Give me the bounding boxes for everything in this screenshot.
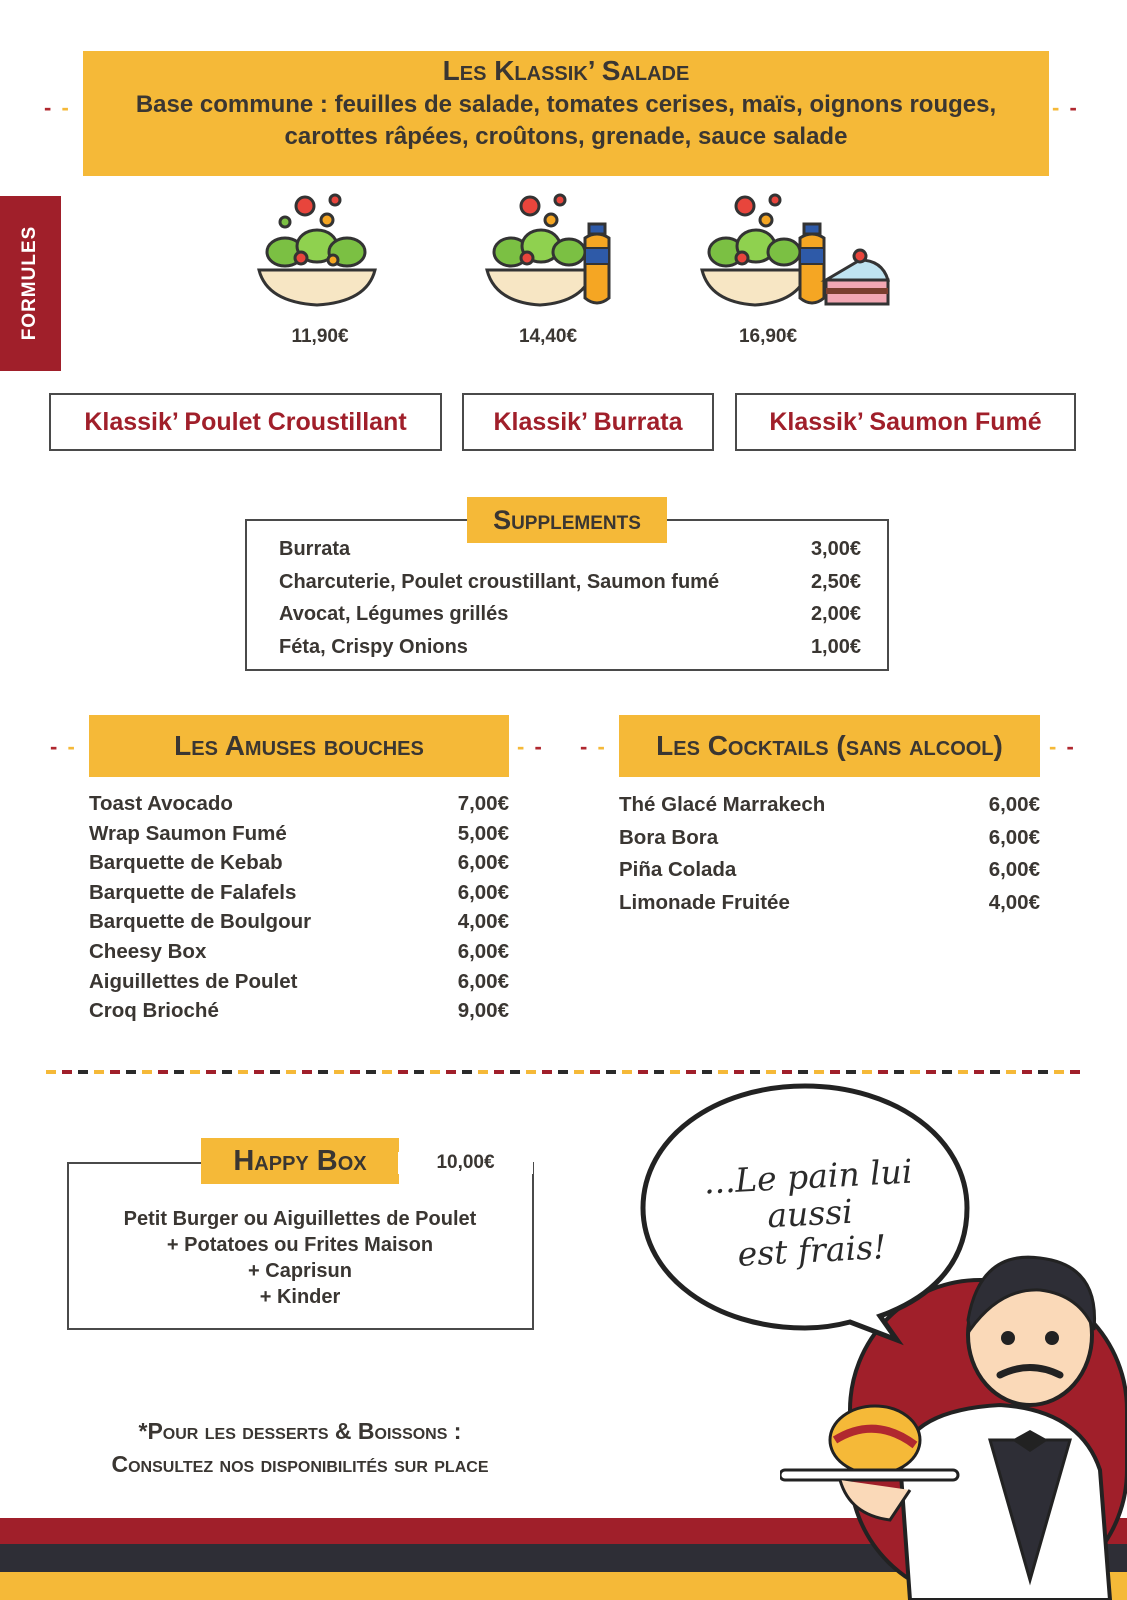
- cocktail-name: Bora Bora: [619, 825, 719, 849]
- amuse-price: 6,00€: [457, 939, 509, 963]
- happy-box-line: + Caprisun: [248, 1260, 352, 1282]
- supplement-row: [279, 598, 861, 631]
- cocktail-price: 6,00€: [988, 793, 1040, 816]
- amuse-name: Toast Avocado: [89, 792, 233, 815]
- desserts-note-line1: *Pour les desserts & Boissons :: [138, 1418, 462, 1444]
- amuse-name: Cheesy Box: [89, 939, 207, 963]
- amuse-name: Barquette de Kebab: [89, 851, 283, 875]
- amuse-price: 7,00€: [457, 792, 509, 815]
- header-dash-right: - -: [1052, 95, 1079, 120]
- supplement-row: [279, 631, 861, 664]
- klassik-burrata-label: Klassik’ Burrata: [493, 407, 683, 436]
- cocktail-name: Piña Colada: [619, 858, 737, 881]
- cocktail-name: Limonade Fruitée: [619, 890, 790, 914]
- supplement-price: 1,00€: [810, 635, 861, 658]
- cocktails-title-text: Les Cocktails (sans alcool): [656, 730, 1003, 761]
- amuses-dash-left: - -: [50, 734, 77, 759]
- klassik-poulet-label: Klassik’ Poulet Croustillant: [84, 407, 407, 436]
- amuse-row: [89, 848, 509, 878]
- happy-box-line: + Kinder: [259, 1286, 341, 1308]
- cocktail-price: 4,00€: [988, 890, 1040, 914]
- bubble-line2: est frais!: [736, 1227, 888, 1274]
- cocktails-dash-right: - -: [1049, 734, 1076, 759]
- amuse-name: Croq Brioché: [89, 999, 219, 1023]
- supplement-row: [279, 533, 861, 566]
- desserts-note: [60, 1415, 540, 1481]
- amuse-price: 5,00€: [457, 821, 509, 845]
- formule-price-2: 14,40€: [518, 326, 578, 347]
- happy-box-title: Happy Box: [201, 1138, 399, 1184]
- bubble-text: [657, 1150, 962, 1277]
- header-dash-left: - -: [44, 95, 71, 120]
- formule-price-3: 16,90€: [738, 326, 798, 347]
- amuse-row: [89, 967, 509, 997]
- formule-price-1: 11,90€: [291, 326, 349, 347]
- supplement-name: Burrata: [279, 538, 351, 560]
- amuse-price: 6,00€: [457, 851, 509, 875]
- supplements-list: [279, 533, 861, 663]
- supplement-price: 2,50€: [810, 570, 861, 593]
- supplement-price: 2,00€: [810, 603, 861, 625]
- amuse-name: Barquette de Boulgour: [89, 910, 312, 934]
- supplement-name: Féta, Crispy Onions: [279, 635, 468, 658]
- amuses-dash-right: - -: [517, 734, 544, 759]
- desserts-note-line2: Consultez nos disponibilités sur place: [111, 1451, 489, 1477]
- amuse-row: [89, 937, 509, 967]
- salad-drink-dessert-icon: [700, 190, 895, 315]
- amuse-row: [89, 878, 509, 908]
- supplement-name: Charcuterie, Poulet croustillant, Saumon fumé: [279, 570, 720, 593]
- amuse-price: 4,00€: [457, 910, 509, 934]
- amuse-price: 6,00€: [457, 969, 509, 993]
- klassik-burrata-box: [462, 393, 714, 451]
- bubble-line1: ...Le pain lui aussi: [702, 1151, 914, 1236]
- formules-tab: [0, 196, 61, 371]
- klassik-saumon-box: [735, 393, 1076, 451]
- cocktail-row: [619, 822, 1040, 855]
- salad-drink-icon: [485, 190, 620, 315]
- amuse-name: Aiguillettes de Poulet: [89, 969, 298, 993]
- dotted-separator: [46, 1070, 1080, 1074]
- amuses-list: [89, 789, 509, 1026]
- formules-tab-label: FORMULES: [19, 225, 40, 341]
- amuse-row: [89, 789, 509, 819]
- supplement-price: 3,00€: [810, 538, 861, 560]
- cocktail-row: [619, 887, 1040, 920]
- cocktails-dash-left: - -: [580, 734, 607, 759]
- amuse-row: [89, 907, 509, 937]
- klassik-saumon-label: Klassik’ Saumon Fumé: [769, 407, 1042, 436]
- salade-base: Base commune : feuilles de salade, tomates cerises, maïs, oignons rouges, carottes râpées, croûtons, grenade, sauce salade: [135, 91, 997, 150]
- happy-box-price: 10,00€: [398, 1152, 533, 1174]
- cocktail-row: [619, 789, 1040, 822]
- cocktail-name: Thé Glacé Marrakech: [619, 793, 826, 816]
- cocktails-list: [619, 789, 1040, 919]
- amuse-name: Barquette de Falafels: [89, 880, 297, 904]
- happy-box-line: Petit Burger ou Aiguillettes de Poulet: [123, 1208, 477, 1230]
- supplements-title: Supplements: [467, 497, 667, 543]
- cocktail-price: 6,00€: [988, 858, 1040, 881]
- supplement-name: Avocat, Légumes grillés: [279, 603, 509, 625]
- happy-box-line: + Potatoes ou Frites Maison: [166, 1234, 434, 1256]
- cocktail-price: 6,00€: [988, 825, 1040, 849]
- amuse-row: [89, 819, 509, 849]
- cocktails-title: [619, 715, 1040, 777]
- amuse-price: 6,00€: [457, 880, 509, 904]
- amuse-name: Wrap Saumon Fumé: [89, 821, 287, 845]
- klassik-poulet-box: [49, 393, 442, 451]
- supplement-row: [279, 566, 861, 599]
- salade-header: [83, 51, 1049, 176]
- happy-box-contents: [80, 1206, 520, 1310]
- salade-title: Les Klassik’ Salade: [442, 55, 690, 86]
- amuse-price: 9,00€: [457, 999, 509, 1023]
- amuse-row: [89, 996, 509, 1026]
- salad-bowl-icon: [255, 190, 380, 315]
- amuses-title: Les Amuses bouches: [89, 715, 509, 777]
- cocktail-row: [619, 854, 1040, 887]
